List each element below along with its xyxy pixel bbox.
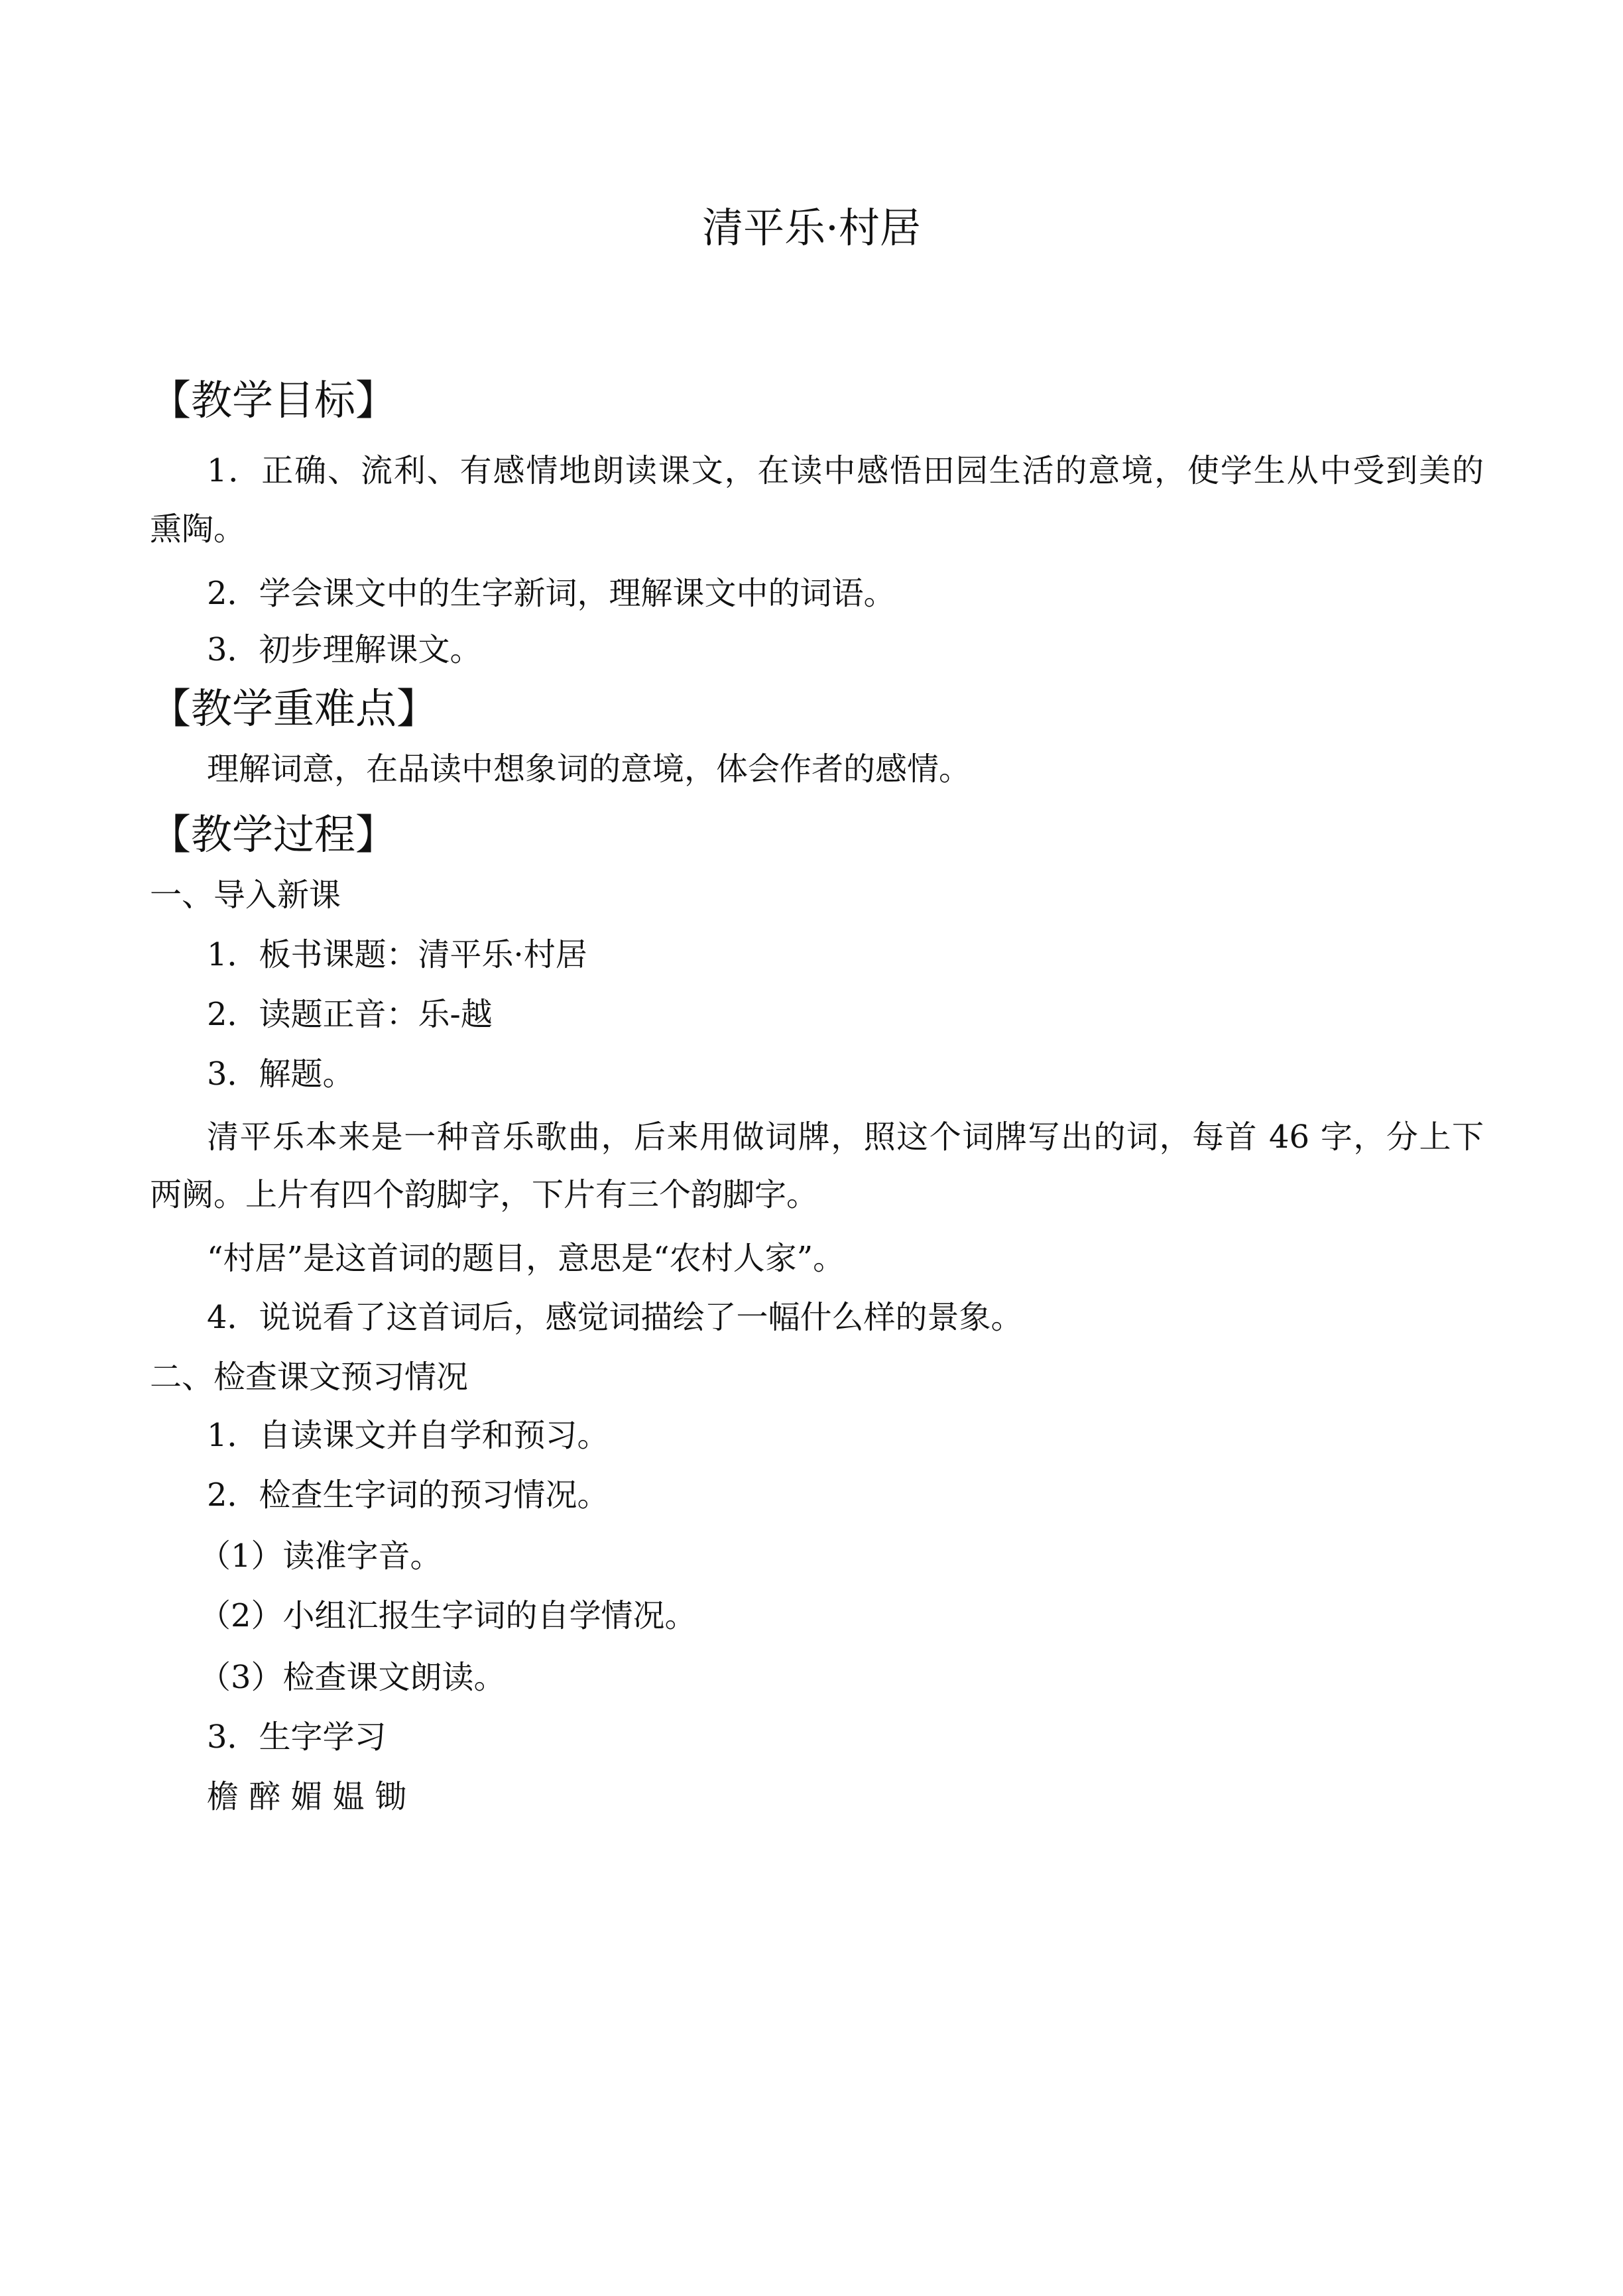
section-1-item-1: 1．板书课题：清平乐·村居 [207, 936, 587, 973]
section-2-sub-item-1: （1）读准字音。 [199, 1538, 442, 1575]
section-2-item-2: 2．检查生字词的预习情况。 [207, 1477, 609, 1514]
new-characters-list: 檐 醉 媚 媪 锄 [207, 1778, 407, 1815]
heading-teaching-process: 【教学过程】 [150, 810, 397, 859]
section-1-paragraph-line-2: 两阙。上片有四个韵脚字，下片有三个韵脚字。 [150, 1176, 819, 1213]
goal-item-1-line-2: 熏陶。 [150, 511, 246, 548]
section-1-paragraph-line-1: 清平乐本来是一种音乐歌曲，后来用做词牌，照这个词牌写出的词，每首 46 字，分上下 [207, 1118, 1484, 1156]
section-1-meaning: “村居”是这首词的题目，意思是“农村人家”。 [207, 1240, 845, 1277]
section-1-item-3: 3．解题。 [207, 1056, 355, 1093]
goal-item-1-line-1: 1．正确、流利、有感情地朗读课文，在读中感悟田园生活的意境，使学生从中受到美的 [207, 452, 1484, 489]
goal-item-2: 2．学会课文中的生字新词，理解课文中的词语。 [207, 575, 896, 612]
section-1-title: 一、导入新课 [150, 876, 341, 914]
section-1-item-4: 4．说说看了这首词后，感觉词描绘了一幅什么样的景象。 [207, 1299, 1023, 1336]
section-2-item-3: 3．生字学习 [207, 1719, 387, 1756]
section-2-sub-item-2: （2）小组汇报生字词的自学情况。 [199, 1597, 697, 1634]
key-difficulties-text: 理解词意，在品读中想象词的意境，体会作者的感情。 [207, 751, 971, 788]
heading-key-difficulties: 【教学重难点】 [150, 684, 438, 733]
heading-teaching-goals: 【教学目标】 [150, 376, 397, 424]
document-title: 清平乐·村居 [702, 204, 921, 252]
section-1-item-2: 2．读题正音：乐-越 [207, 996, 493, 1033]
section-2-sub-item-3: （3）检查课文朗读。 [199, 1659, 506, 1696]
goal-item-3: 3．初步理解课文。 [207, 631, 482, 668]
section-2-item-1: 1．自读课文并自学和预习。 [207, 1417, 609, 1454]
section-2-title: 二、检查课文预习情况 [150, 1359, 469, 1396]
